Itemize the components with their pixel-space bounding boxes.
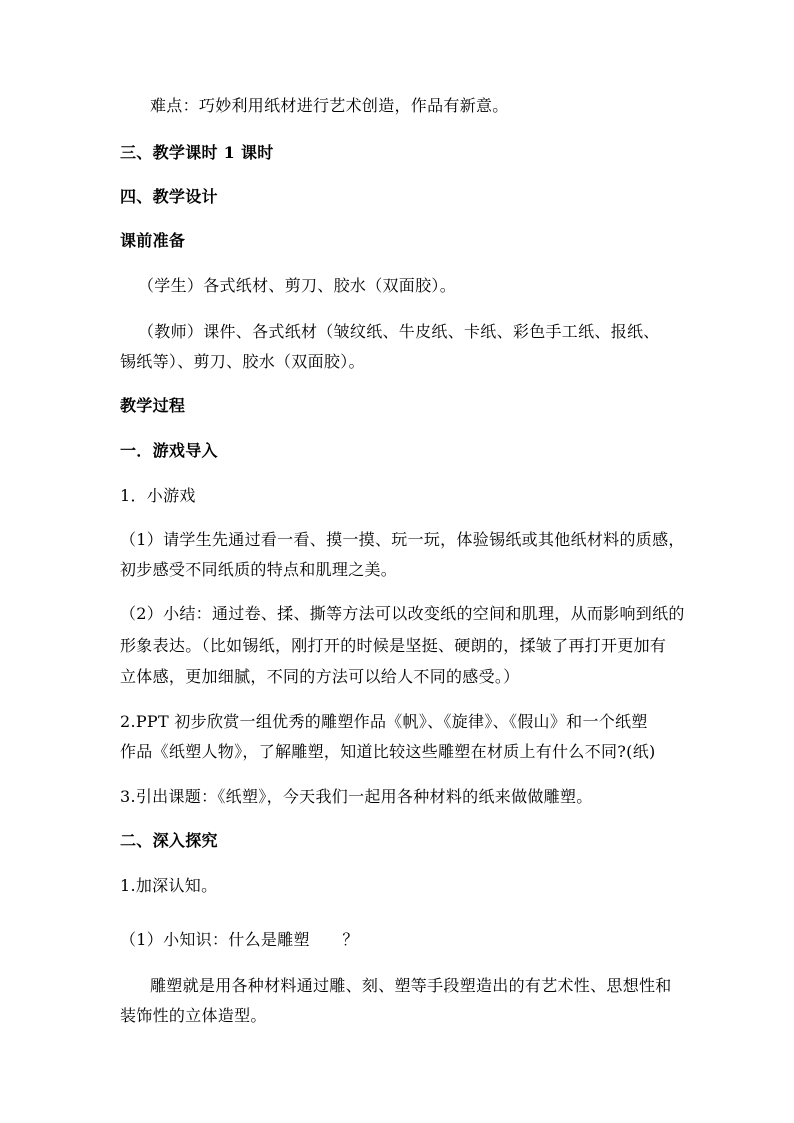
prep-heading: 课前准备 bbox=[120, 231, 186, 250]
section3-heading: 三、教学课时 1 课时 bbox=[120, 143, 274, 162]
process-heading: 教学过程 bbox=[120, 396, 186, 415]
part1-heading: 一．游戏导入 bbox=[120, 441, 218, 460]
item2-line1: 2.PPT 初步欣赏一组优秀的雕塑作品《帆》、《旋律》、《假山》和一个纸塑 bbox=[120, 712, 648, 731]
item3-text: 3.引出课题：《纸塑》，今天我们一起用各种材料的纸来做做雕塑。 bbox=[120, 787, 593, 806]
item1-2-line2: 形象表达。（比如锡纸，刚打开的时候是坚挺、硬朗的，揉皱了再打开更加有 bbox=[120, 636, 667, 655]
part2-item1-1-text: （1）小知识：什么是雕塑 ？ bbox=[120, 930, 359, 949]
item1-2-line1: （2）小结：通过卷、揉、撕等方法可以改变纸的空间和肌理，从而影响到纸的 bbox=[120, 604, 685, 623]
definition-line2: 装饰性的立体造型。 bbox=[120, 1006, 267, 1025]
prep-teacher-text-line2: 锡纸等）、剪刀、胶水（双面胶）。 bbox=[120, 352, 365, 371]
item1-text: 1．小游戏 bbox=[120, 486, 196, 505]
prep-student-text: （学生）各式纸材、剪刀、胶水（双面胶）。 bbox=[138, 276, 457, 295]
item1-1-line1: （1）请学生先通过看一看、摸一摸、玩一玩，体验锡纸或其他纸材料的质感， bbox=[120, 530, 685, 549]
item1-1-line2: 初步感受不同纸质的特点和肌理之美。 bbox=[120, 560, 398, 579]
part2-heading: 二、深入探究 bbox=[120, 831, 218, 850]
difficulty-text: 难点：巧妙利用纸材进行艺术创造，作品有新意。 bbox=[150, 96, 509, 115]
definition-line1: 雕塑就是用各种材料通过雕、刻、塑等手段塑造出的有艺术性、思想性和 bbox=[150, 976, 672, 995]
item2-line2: 作品《纸塑人物》，了解雕塑，知道比较这些雕塑在材质上有什么不同?(纸) bbox=[120, 742, 656, 761]
item1-2-line3: 立体感，更加细腻，不同的方法可以给人不同的感受。） bbox=[120, 667, 520, 686]
section4-heading: 四、教学设计 bbox=[120, 187, 218, 206]
part2-item1-text: 1.加深认知。 bbox=[120, 876, 218, 895]
prep-teacher-text-line1: （教师）课件、各式纸材（皱纹纸、牛皮纸、卡纸、彩色手工纸、报纸、 bbox=[138, 322, 660, 341]
